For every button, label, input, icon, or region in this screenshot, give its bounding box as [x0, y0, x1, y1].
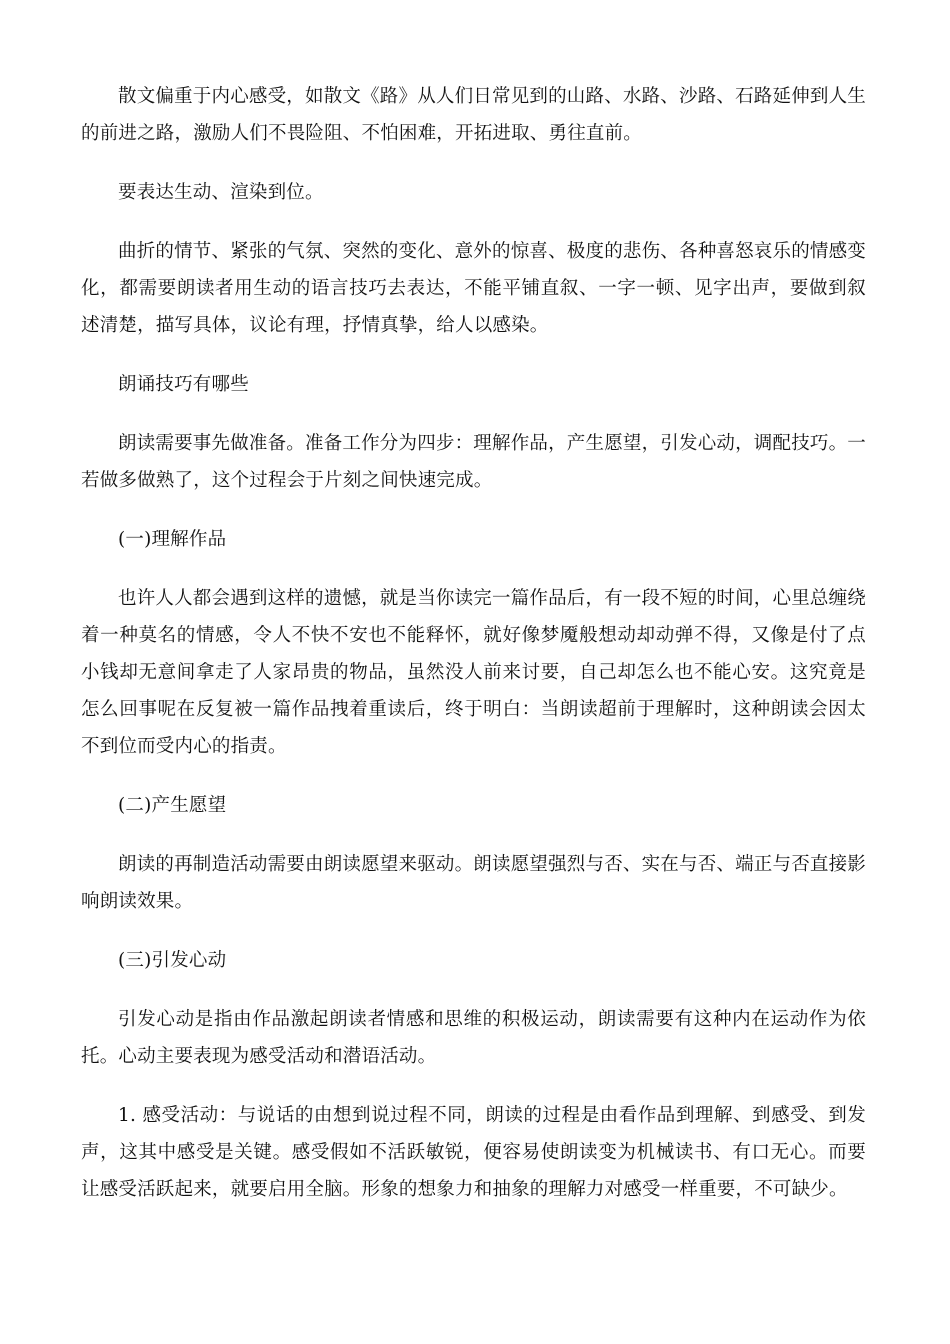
paragraph-perception-activity: 1. 感受活动：与说话的由想到说过程不同，朗读的过程是由看作品到理解、到感受、到发声，这其中感受是关键。感受假如不活跃敏锐，便容易使朗读变为机械读书、有口无心。而要让感受活跃起来，就要启用全脑。形象的想象力和抽象的理解力对感受一样重要，不可缺少。: [81, 1105, 866, 1200]
paragraph-plot-emotion: 曲折的情节、紧张的气氛、突然的变化、意外的惊喜、极度的悲伤、各种喜怒哀乐的情感变化，都需要朗读者用生动的语言技巧去表达，不能平铺直叙、一字一顿、见字出声，要做到叙述清楚，描写具体，议论有理，抒情真挚，给人以感染。: [81, 241, 867, 336]
paragraph-vivid-expression: 要表达生动、渲染到位。: [118, 182, 324, 203]
document-body: [81, 78, 866, 1230]
section-heading-reading-skills: 朗诵技巧有哪些: [118, 374, 249, 395]
subheading-desire: (二)产生愿望: [118, 795, 227, 816]
paragraph-inner-motion: 引发心动是指由作品激起朗读者情感和思维的积极运动，朗读需要有这种内在运动作为依托。心动主要表现为感受活动和潜语活动。: [81, 1009, 866, 1067]
paragraph-prose-intro: 散文偏重于内心感受，如散文《路》从人们日常见到的山路、水路、沙路、石路延伸到人生的前进之路，激励人们不畏险阻、不怕困难，开拓进取、勇往直前。: [81, 86, 867, 144]
paragraph-desire: 朗读的再制造活动需要由朗读愿望来驱动。朗读愿望强烈与否、实在与否、端正与否直接影响朗读效果。: [81, 854, 867, 912]
subheading-understand-work: (一)理解作品: [118, 529, 227, 550]
subheading-inner-motion: (三)引发心动: [118, 950, 227, 971]
paragraph-preparation: 朗读需要事先做准备。准备工作分为四步：理解作品，产生愿望，引发心动，调配技巧。一若做多做熟了，这个过程会于片刻之间快速完成。: [81, 433, 867, 491]
paragraph-understanding: 也许人人都会遇到这样的遗憾，就是当你读完一篇作品后，有一段不短的时间，心里总缠绕着一种莫名的情感，令人不快不安也不能释怀，就好像梦魇般想动却动弹不得，又像是付了点小钱却无意间拿走了人家昂贵的物品，虽然没人前来讨要，自己却怎么也不能心安。这究竟是怎么回事呢在反复被一篇作品拽着重读后，终于明白：当朗读超前于理解时，这种朗读会因太不到位而受内心的指责。: [81, 588, 867, 757]
